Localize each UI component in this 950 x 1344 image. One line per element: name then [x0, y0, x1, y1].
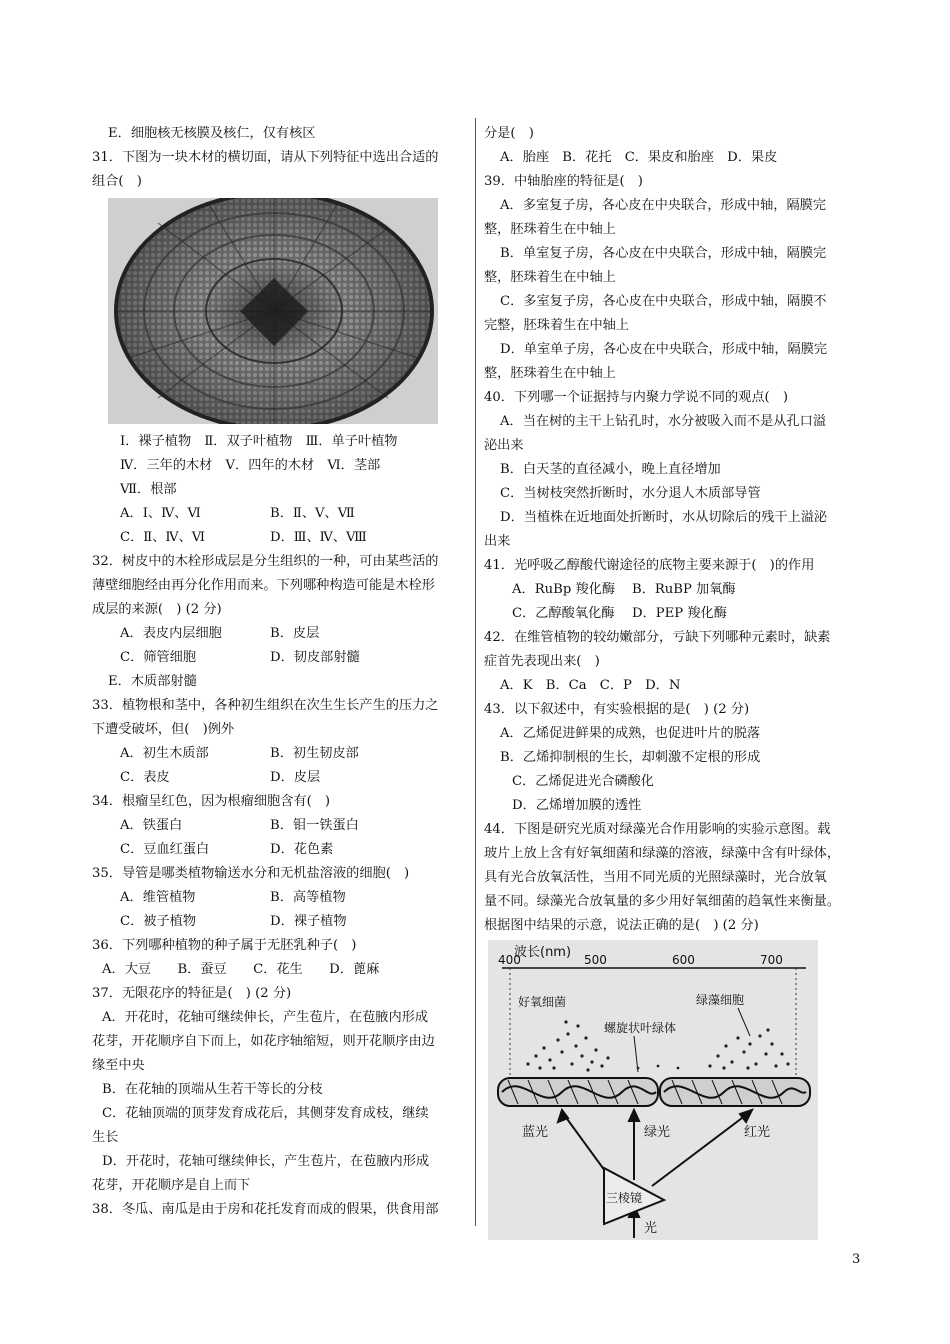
light-experiment-diagram	[488, 940, 818, 1240]
q33-stem: 33．植物根和茎中，各种初生组织在次生生长产生的压力之	[92, 698, 439, 713]
q32-options-ab	[92, 622, 470, 646]
light-experiment-figure	[488, 940, 866, 1244]
q44-stem-3: 具有光合放氧活性，当用不同光质的光照绿藻时，光合放氧	[484, 870, 827, 885]
q40-option-a: A．当在树的主干上钻孔时，水分被吸入而不是从孔口溢	[500, 414, 827, 429]
q41-option-a: A．RuBp 羧化酶	[512, 582, 616, 597]
q44-stem-2: 玻片上放上含有好氧细菌和绿藻的溶液，绿藻中含有叶绿体，	[484, 846, 841, 861]
q40-stem: 40．下列哪一个证据持与内聚力学说不同的观点( )	[484, 390, 789, 405]
q40-option-b: B．白天茎的直径减小，晚上直径增加	[500, 462, 721, 477]
q44-stem: 44．下图是研究光质对绿藻光合作用影响的实验示意图。载	[484, 822, 831, 837]
q34-stem: 34．根瘤呈红色，因为根瘤细胞含有( )	[92, 794, 331, 809]
q39-option-b-cont: 整，胚珠着生在中轴上	[484, 270, 616, 285]
q42-options: A．K B．Ca C．P D．N	[500, 678, 681, 693]
prism-label: 三棱镜	[606, 1191, 643, 1205]
wood-cross-section-figure	[108, 198, 470, 424]
q33-options-cd	[92, 766, 470, 790]
q38-stem-cont: 分是( )	[484, 126, 534, 141]
q37-option-a-cont-2: 缘至中央	[92, 1058, 145, 1073]
q42-stem-cont: 症首先表现出来( )	[484, 654, 600, 669]
q32-option-e: E．木质部射髓	[108, 674, 197, 689]
q37-option-c: C．花轴顶端的顶芽发育成花后，其侧芽发育成枝，继续	[102, 1106, 429, 1121]
algae-label: 绿藻细胞	[696, 993, 745, 1007]
q30-option-e: E．细胞核无核膜及核仁，仅有核区	[108, 126, 316, 141]
q36-stem: 36．下列哪种植物的种子属于无胚乳种子( )	[92, 938, 357, 953]
q37-stem: 37．无限花序的特征是( ) (2 分)	[92, 986, 292, 1001]
q43-option-a: A．乙烯促进鲜果的成熟，也促进叶片的脱落	[500, 726, 761, 741]
q41-option-c: C．乙醇酸氧化酶	[512, 606, 615, 621]
q40-option-c: C．当树枝突然折断时，水分退人木质部导管	[500, 486, 761, 501]
wood-cross-section-image	[108, 198, 438, 424]
q31-option-d: D．Ⅲ、Ⅳ、Ⅷ	[270, 530, 367, 545]
tick-700: 700	[760, 953, 783, 967]
q31-stem-cont: 组合( )	[92, 174, 142, 189]
q39-option-a: A．多室复子房，各心皮在中央联合，形成中轴，隔膜完	[500, 198, 827, 213]
q31-option-c: C．Ⅱ、Ⅳ、Ⅵ	[120, 530, 206, 545]
q40-option-d: D．当植株在近地面处折断时，水从切除后的残干上溢泌	[500, 510, 828, 525]
q43-option-b: B．乙烯抑制根的生长，却刺激不定根的形成	[500, 750, 761, 765]
q34-options-ab	[92, 814, 470, 838]
q32-option-c: C．筛管细胞	[120, 650, 197, 665]
q32-stem: 32．树皮中的木栓形成层是分生组织的一种，可由某些活的	[92, 554, 439, 569]
q33-options-ab	[92, 742, 470, 766]
q41-option-d: D．PEP 羧化酶	[632, 606, 727, 621]
algae-filament	[498, 1078, 810, 1106]
chloroplast-label: 螺旋状叶绿体	[604, 1021, 677, 1035]
q40-option-d-cont: 出来	[484, 534, 511, 549]
page-number: 3	[852, 1252, 861, 1267]
q39-option-c: C．多室复子房，各心皮在中央联合，形成中轴，隔膜不	[500, 294, 827, 309]
q33-stem-2: 下遭受破坏，但( )例外	[92, 722, 235, 737]
q31-option-a: A．Ⅰ、Ⅳ、Ⅵ	[120, 506, 201, 521]
q32-options-cd	[92, 646, 470, 670]
q33-option-c: C．表皮	[120, 770, 170, 785]
light-label: 光	[644, 1221, 658, 1236]
q43-stem: 43．以下叙述中，有实验根据的是( ) (2 分)	[484, 702, 750, 717]
q38-stem: 38．冬瓜、南瓜是由于房和花托发育而成的假果，供食用部	[92, 1202, 439, 1217]
q31-features-3: Ⅶ．根部	[120, 482, 177, 497]
q31-stem: 31．下图为一块木材的横切面，请从下列特征中选出合适的	[92, 150, 439, 165]
q37-option-a: A．开花时，花轴可继续伸长，产生苞片，在苞腋内形成	[102, 1010, 429, 1025]
q37-option-a-cont: 花芽，开花顺序自下而上，如花序轴缩短，则开花顺序由边	[92, 1034, 435, 1049]
bacteria-label: 好氧细菌	[518, 995, 567, 1009]
q34-option-d: D．花色素	[270, 842, 334, 857]
green-light-label: 绿光	[644, 1125, 671, 1140]
tick-400: 400	[498, 953, 521, 967]
q32-option-d: D．韧皮部射髓	[270, 650, 360, 665]
q44-stem-5: 根据图中结果的示意，说法正确的是( ) (2 分)	[484, 918, 759, 933]
q41-option-b: B．RuBP 加氧酶	[632, 582, 736, 597]
q35-options-ab	[92, 886, 470, 910]
q35-option-c: C．被子植物	[120, 914, 197, 929]
q43-option-d: D．乙烯增加膜的透性	[512, 798, 642, 813]
q37-option-d-cont: 花芽，开花顺序是自上而下	[92, 1178, 251, 1193]
q34-option-a: A．铁蛋白	[120, 818, 183, 833]
left-column	[92, 122, 470, 1222]
q31-options-ab	[92, 502, 470, 526]
q35-option-b: B．高等植物	[270, 890, 346, 905]
q32-option-b: B．皮层	[270, 626, 320, 641]
q37-option-b: B．在花轴的顶端从生若干等长的分枝	[102, 1082, 323, 1097]
q37-option-d: D．开花时，花轴可继续伸长，产生苞片，在苞腋内形成	[102, 1154, 430, 1169]
q31-features-2: Ⅳ．三年的木材 Ⅴ．四年的木材 Ⅵ．茎部	[120, 458, 381, 473]
q39-option-d: D．单室单子房，各心皮在中央联合，形成中轴，隔膜完	[500, 342, 828, 357]
q32-option-a: A．表皮内层细胞	[120, 626, 222, 641]
q36-options: A．大豆 B．蚕豆 C．花生 D．蓖麻	[102, 962, 380, 977]
q35-options-cd	[92, 910, 470, 934]
q35-stem: 35．导管是哪类植物输送水分和无机盐溶液的细胞( )	[92, 866, 410, 881]
q44-stem-4: 量不同。绿藻光合放氧量的多少用好氧细菌的趋氧性来衡量。	[484, 894, 841, 909]
q35-option-d: D．裸子植物	[270, 914, 347, 929]
column-divider	[475, 118, 476, 1226]
q41-options-ab	[484, 578, 866, 602]
q39-option-a-cont: 整，胚珠着生在中轴上	[484, 222, 616, 237]
q31-option-b: B．Ⅱ、Ⅴ、Ⅶ	[270, 506, 355, 521]
tick-500: 500	[584, 953, 607, 967]
red-light-label: 红光	[744, 1125, 771, 1140]
q32-stem-3: 成层的来源( ) (2 分)	[92, 602, 222, 617]
q37-option-c-cont: 生长	[92, 1130, 119, 1145]
q34-options-cd	[92, 838, 470, 862]
q41-options-cd	[484, 602, 866, 626]
q33-option-d: D．皮层	[270, 770, 321, 785]
q43-option-c: C．乙烯促进光合磷酸化	[512, 774, 654, 789]
q38-options: A．胎座 B．花托 C．果皮和胎座 D．果皮	[500, 150, 778, 165]
q31-options-cd	[92, 526, 470, 550]
tick-600: 600	[672, 953, 695, 967]
q39-option-d-cont: 整，胚珠着生在中轴上	[484, 366, 616, 381]
right-column	[484, 122, 866, 1244]
q34-option-b: B．钼一铁蛋白	[270, 818, 359, 833]
q34-option-c: C．豆血红蛋白	[120, 842, 210, 857]
wavelength-label: 波长(nm)	[514, 945, 572, 960]
q31-features-1: Ⅰ．裸子植物 Ⅱ．双子叶植物 Ⅲ．单子叶植物	[120, 434, 398, 449]
q39-option-b: B．单室复子房，各心皮在中央联合，形成中轴，隔膜完	[500, 246, 827, 261]
q39-stem: 39．中轴胎座的特征是( )	[484, 174, 643, 189]
q35-option-a: A．维管植物	[120, 890, 196, 905]
q33-option-a: A．初生木质部	[120, 746, 209, 761]
q33-option-b: B．初生韧皮部	[270, 746, 359, 761]
blue-light-label: 蓝光	[522, 1125, 549, 1140]
q41-stem: 41．光呼吸乙醇酸代谢途径的底物主要来源于( )的作用	[484, 558, 815, 573]
q42-stem: 42．在维管植物的较幼嫩部分，亏缺下列哪种元素时，缺素	[484, 630, 831, 645]
q39-option-c-cont: 完整，胚珠着生在中轴上	[484, 318, 630, 333]
q40-option-a-cont: 泌出来	[484, 438, 524, 453]
q32-stem-2: 薄壁细胞经由再分化作用而来。下列哪种构造可能是木栓形	[92, 578, 435, 593]
